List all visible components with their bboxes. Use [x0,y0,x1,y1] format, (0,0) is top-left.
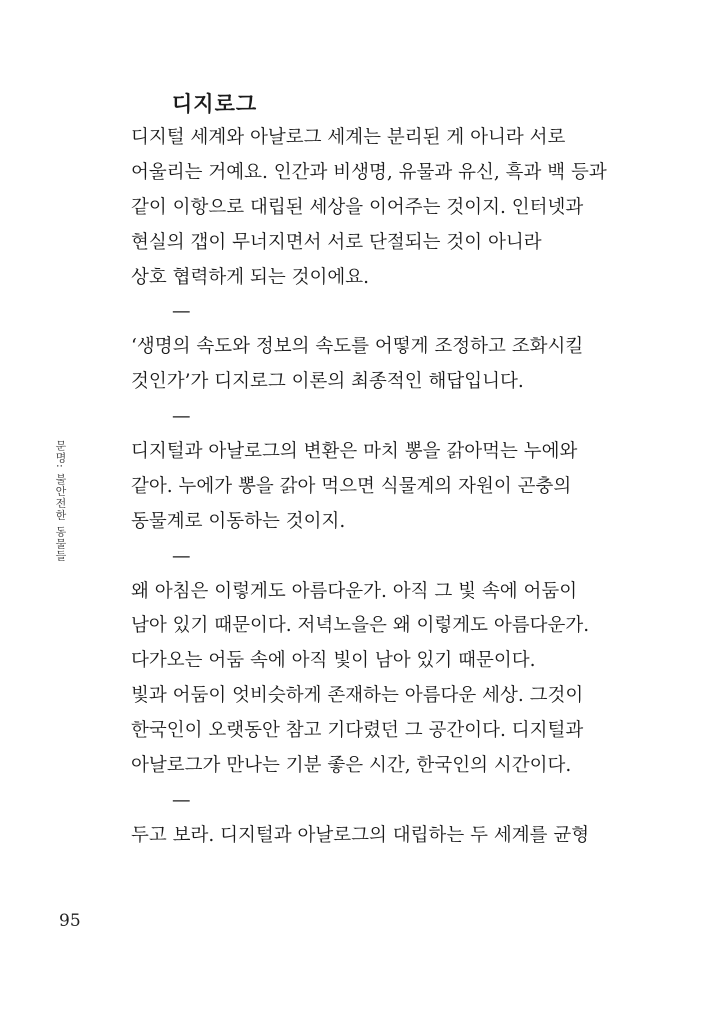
page-number: 95 [59,911,81,931]
text-line: 동물계로 이동하는 것이지. [131,510,346,532]
text-line: 다가오는 어둠 속에 아직 빛이 남아 있기 때문이다. [131,650,536,672]
section-separator: — [172,545,189,567]
text-line: 한국인이 오랫동안 참고 기다렸던 그 공간이다. 디지털과 [131,720,584,742]
running-head: 문명: 불안전한 동물들 [54,440,67,562]
section-heading: 디지로그 [172,91,258,116]
body-text [131,121,651,854]
text-line: 빛과 어둠이 엇비슷하게 존재하는 아름다운 세상. 그것이 [131,685,584,707]
text-line: 왜 아침은 이렇게도 아름다운가. 아직 그 빛 속에 어둠이 [131,580,578,602]
text-line: 디지털 세계와 아날로그 세계는 분리된 게 아니라 서로 [131,127,566,148]
section-separator: — [172,789,189,811]
text-line: 어울리는 거예요. 인간과 비생명, 유물과 유신, 흑과 백 등과 [131,161,607,183]
text-line: 아날로그가 만나는 기분 좋은 시간, 한국인의 시간이다. [131,755,572,777]
text-line: 디지털과 아날로그의 변환은 마치 뽕을 갉아먹는 누에와 [131,441,578,463]
text-line: 것인가’가 디지로그 이론의 최종적인 해답입니다. [131,371,524,393]
text-line: ‘생명의 속도와 정보의 속도를 어떻게 조정하고 조화시킬 [131,336,584,358]
text-line: 남아 있기 때문이다. 저녁노을은 왜 이렇게도 아름다운가. [131,615,590,637]
text-line: 현실의 갭이 무너지면서 서로 단절되는 것이 아니라 [131,231,542,253]
section-separator: — [172,406,189,428]
text-line: 같이 이항으로 대립된 세상을 이어주는 것이지. 인터넷과 [131,196,584,218]
text-line: 상호 협력하게 되는 것이에요. [131,266,369,288]
text-line: 같아. 누에가 뽕을 갉아 먹으면 식물계의 자원이 곤충의 [131,475,572,497]
text-line: 두고 보라. 디지털과 아날로그의 대립하는 두 세계를 균형 [131,824,590,846]
section-separator: — [172,301,189,323]
